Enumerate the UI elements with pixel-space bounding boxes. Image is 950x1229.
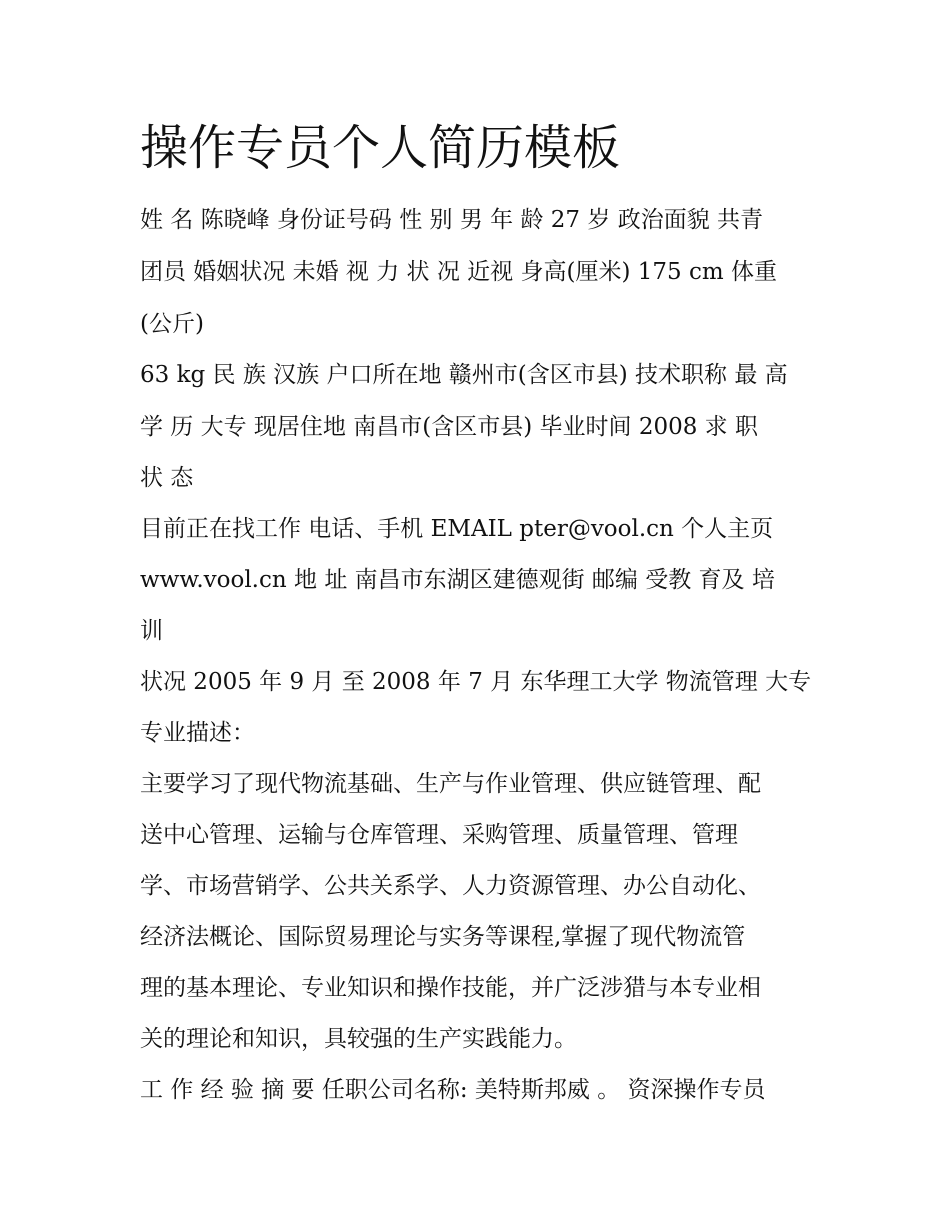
text-line-contact-1: 目前正在找工作 电话、手机 EMAIL pter@vool.cn 个人主页 <box>140 516 774 542</box>
text-line-contact-3: 训 <box>140 618 163 644</box>
text-line-major-description-5: 理的基本理论、专业知识和操作技能，并广泛涉猎与本专业相 <box>140 975 761 1001</box>
text-line-personal-info-5: 学 历 大专 现居住地 南昌市(含区市县) 毕业时间 2008 求 职 <box>140 414 758 440</box>
text-line-personal-info-3: (公斤) <box>140 311 204 337</box>
text-line-major-heading: 专业描述： <box>140 720 255 746</box>
text-line-major-description-1: 主要学习了现代物流基础、生产与作业管理、供应链管理、配 <box>140 771 761 797</box>
text-line-major-description-6: 关的理论和知识，具较强的生产实践能力。 <box>140 1026 577 1052</box>
text-line-major-description-3: 学、市场营销学、公共关系学、人力资源管理、办公自动化、 <box>140 873 761 899</box>
text-line-education: 状况 2005 年 9 月 至 2008 年 7 月 东华理工大学 物流管理 大专 <box>140 669 812 695</box>
text-line-personal-info-2: 团员 婚姻状况 未婚 视 力 状 况 近视 身高(厘米) 175 cm 体重 <box>140 259 777 285</box>
text-line-major-description-4: 经济法概论、国际贸易理论与实务等课程,掌握了现代物流管 <box>140 924 746 950</box>
text-line-work-summary: 工 作 经 验 摘 要 任职公司名称: 美特斯邦威 。 资深操作专员 <box>140 1077 766 1103</box>
text-line-contact-2: www.vool.cn 地 址 南昌市东湖区建德观街 邮编 受教 育及 培 <box>140 567 775 593</box>
document-title: 操作专员个人简历模板 <box>140 120 621 176</box>
text-line-personal-info-4: 63 kg 民 族 汉族 户口所在地 赣州市(含区市县) 技术职称 最 高 <box>140 362 788 388</box>
text-line-personal-info-1: 姓 名 陈晓峰 身份证号码 性 别 男 年 龄 27 岁 政治面貌 共青 <box>140 207 763 233</box>
text-line-personal-info-6: 状 态 <box>140 465 194 491</box>
text-line-major-description-2: 送中心管理、运输与仓库管理、采购管理、质量管理、管理 <box>140 822 738 848</box>
